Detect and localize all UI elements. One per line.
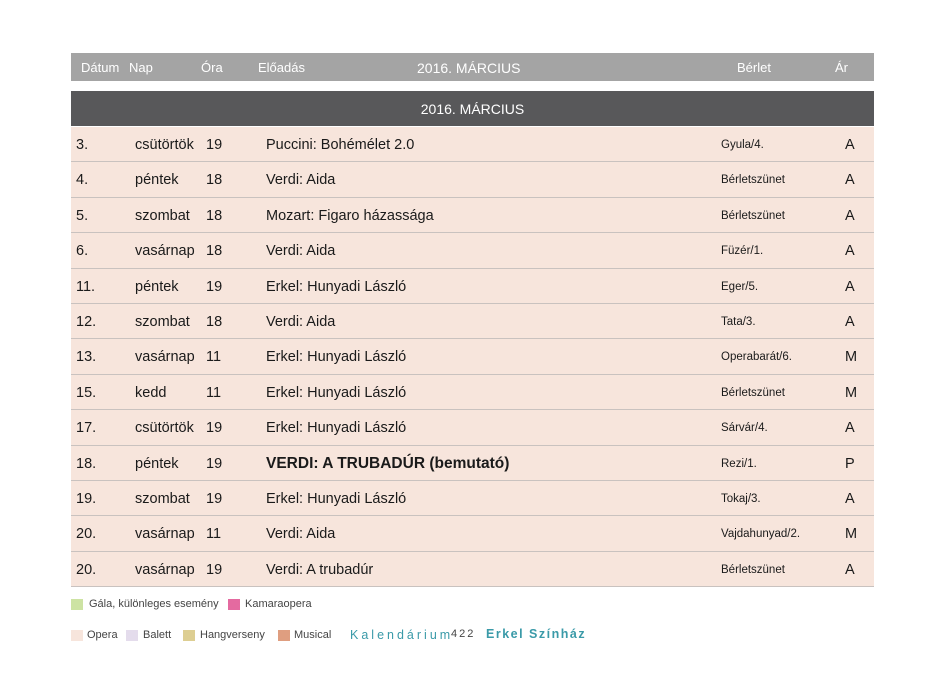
table-row — [71, 516, 874, 551]
table-row — [71, 304, 874, 339]
row-title: Erkel: Hunyadi László — [266, 420, 407, 437]
row-day: péntek — [135, 278, 179, 295]
table-header — [71, 53, 874, 81]
row-day: szombat — [135, 207, 190, 224]
header-day: Nap — [129, 60, 153, 75]
row-date: 18. — [76, 455, 97, 472]
table-row — [71, 552, 874, 587]
row-hour: 11 — [206, 526, 222, 543]
row-day: csütörtök — [135, 137, 194, 153]
row-date: 6. — [76, 243, 89, 260]
row-hour: 18 — [206, 207, 223, 224]
row-price: M — [845, 526, 858, 543]
row-date: 20. — [76, 561, 97, 578]
legend-chamber-label: Kamaraopera — [245, 598, 312, 610]
row-pass: Füzér/1. — [721, 245, 764, 258]
row-day: vasárnap — [135, 243, 195, 260]
row-price: A — [845, 561, 855, 578]
footer-brand: Erkel Színház — [486, 627, 587, 641]
row-pass: Gyula/4. — [721, 139, 764, 151]
row-title: Erkel: Hunyadi László — [266, 349, 407, 366]
table-row — [71, 481, 874, 516]
row-pass: Bérletszünet — [721, 209, 785, 222]
opera-swatch — [71, 630, 83, 641]
row-pass: Bérletszünet — [721, 563, 785, 576]
row-date: 13. — [76, 349, 97, 366]
row-pass: Tokaj/3. — [721, 492, 761, 505]
ballet-swatch — [126, 630, 138, 641]
row-title: Verdi: Aida — [266, 243, 336, 260]
chamber-swatch — [228, 599, 240, 610]
row-day: szombat — [135, 490, 190, 507]
row-date: 19. — [76, 490, 97, 507]
page-number: 422 — [451, 628, 476, 640]
row-hour: 18 — [206, 243, 223, 260]
row-price: A — [845, 278, 855, 295]
row-hour: 19 — [206, 455, 223, 472]
musical-swatch — [278, 630, 290, 641]
row-title: Erkel: Hunyadi László — [266, 384, 407, 401]
row-day: péntek — [135, 455, 179, 472]
row-price: A — [845, 137, 855, 153]
row-day: vasárnap — [135, 561, 195, 578]
row-pass: Operabarát/6. — [721, 351, 792, 364]
row-date: 15. — [76, 384, 97, 401]
table-row — [71, 339, 874, 374]
section-title: 2016. MÁRCIUS — [71, 91, 874, 126]
concert-swatch — [183, 630, 195, 641]
row-hour: 19 — [206, 561, 223, 578]
row-price: A — [845, 243, 855, 260]
row-price: A — [845, 207, 855, 224]
table-row — [71, 375, 874, 410]
legend-concert-label: Hangverseny — [200, 629, 265, 641]
footer-calendar: Kalendárium — [350, 628, 454, 642]
header-show: Előadás — [258, 60, 305, 75]
header-hour: Óra — [201, 60, 223, 75]
row-title: VERDI: A TRUBADÚR (bemutató) — [266, 454, 510, 472]
row-price: A — [845, 420, 855, 437]
table-row — [71, 410, 874, 445]
row-hour: 11 — [206, 384, 222, 401]
header-month: 2016. MÁRCIUS — [417, 60, 521, 76]
row-price: M — [845, 349, 858, 366]
row-title: Verdi: Aida — [266, 313, 336, 330]
row-pass: Vajdahunyad/2. — [721, 528, 801, 541]
row-day: vasárnap — [135, 349, 195, 366]
legend-musical-label: Musical — [294, 629, 332, 641]
row-date: 4. — [76, 172, 89, 189]
row-hour: 18 — [206, 313, 223, 330]
row-title: Verdi: A trubadúr — [266, 561, 374, 578]
table-row — [71, 198, 874, 233]
row-day: péntek — [135, 172, 179, 189]
table-row — [71, 233, 874, 268]
row-hour: 19 — [206, 137, 223, 153]
row-pass: Sárvár/4. — [721, 422, 768, 435]
row-day: vasárnap — [135, 526, 195, 543]
schedule-table — [71, 127, 874, 587]
row-day: kedd — [135, 384, 167, 401]
row-hour: 19 — [206, 278, 223, 295]
row-title: Puccini: Bohémélet 2.0 — [266, 137, 415, 153]
row-title: Erkel: Hunyadi László — [266, 278, 407, 295]
legend-opera-label: Opera — [87, 629, 118, 641]
header-price: Ár — [835, 60, 848, 75]
row-date: 5. — [76, 207, 89, 224]
table-row — [71, 269, 874, 304]
row-pass: Eger/5. — [721, 280, 759, 293]
row-date: 17. — [76, 420, 97, 437]
row-date: 11. — [76, 278, 96, 295]
row-date: 3. — [76, 137, 89, 153]
table-row — [71, 162, 874, 197]
row-title: Verdi: Aida — [266, 172, 336, 189]
row-pass: Rezi/1. — [721, 457, 757, 470]
legend-gala-label: Gála, különleges esemény — [89, 598, 219, 610]
row-title: Mozart: Figaro házassága — [266, 207, 434, 224]
gala-swatch — [71, 599, 83, 610]
row-hour: 11 — [206, 349, 222, 366]
row-date: 12. — [76, 313, 97, 330]
header-date: Dátum — [81, 60, 120, 75]
row-day: csütörtök — [135, 420, 194, 437]
row-price: A — [845, 490, 855, 507]
row-pass: Bérletszünet — [721, 386, 785, 399]
row-pass: Tata/3. — [721, 315, 756, 328]
row-title: Verdi: Aida — [266, 526, 336, 543]
row-price: P — [845, 455, 855, 472]
row-day: szombat — [135, 313, 190, 330]
row-price: A — [845, 313, 855, 330]
table-row — [71, 127, 874, 162]
table-row — [71, 446, 874, 481]
legend-ballet-label: Balett — [143, 629, 172, 641]
row-title: Erkel: Hunyadi László — [266, 490, 407, 507]
row-price: A — [845, 172, 855, 189]
row-date: 20. — [76, 526, 97, 543]
header-pass: Bérlet — [737, 60, 771, 75]
row-price: M — [845, 384, 858, 401]
row-pass: Bérletszünet — [721, 174, 785, 187]
row-hour: 19 — [206, 490, 223, 507]
row-hour: 18 — [206, 172, 223, 189]
row-hour: 19 — [206, 420, 223, 437]
